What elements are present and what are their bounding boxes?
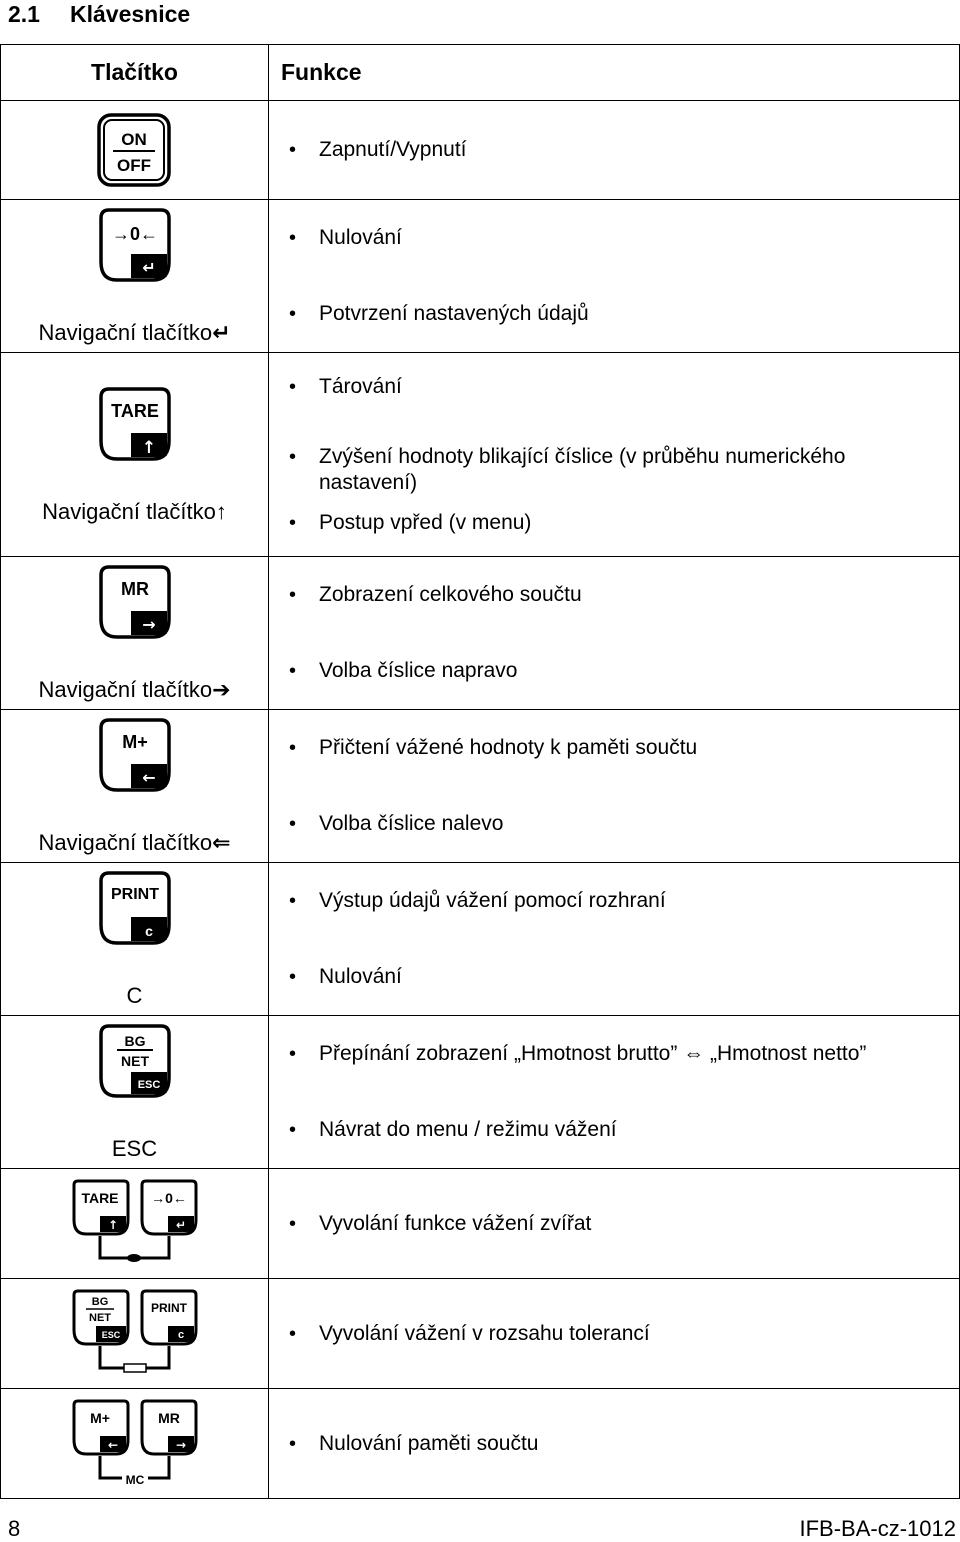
table-row (1, 353, 960, 557)
table-row (1, 200, 960, 353)
table-header-row (1, 45, 960, 101)
svg-text:NET: NET (120, 1053, 149, 1069)
svg-text:ON: ON (120, 130, 147, 149)
svg-text:BG: BG (124, 1033, 145, 1049)
function-item: • Přičtení vážené hodnoty k paměti součtu (281, 735, 959, 761)
svg-text:M+: M+ (121, 732, 148, 752)
function-cell (269, 200, 960, 353)
right-arrow-icon: ➔ (212, 677, 231, 702)
key-cell (1, 101, 269, 200)
m-plus-key-icon (95, 716, 175, 794)
svg-text:ESC: ESC (137, 1079, 160, 1091)
key-cell (1, 710, 269, 863)
svg-text:→0←: →0← (111, 224, 158, 244)
function-cell (269, 1169, 960, 1279)
function-item: • Návrat do menu / režimu vážení (281, 1117, 959, 1143)
key-label: Navigační tlačítko➔ (38, 677, 231, 702)
svg-text:↵: ↵ (141, 258, 156, 277)
section-heading (8, 0, 190, 28)
svg-text:BG: BG (91, 1295, 108, 1308)
table-row (1, 710, 960, 863)
key-cell (1, 1169, 269, 1279)
svg-text:→0←: →0← (150, 1189, 187, 1206)
svg-text:←: ← (141, 768, 156, 787)
table-row (1, 101, 960, 200)
mplus-mr-combo-icon (70, 1398, 200, 1490)
bg-net-key-icon (95, 1022, 175, 1100)
print-key-icon (95, 869, 175, 947)
function-item: • Přepínání zobrazení „Hmotnost brutto” ⇔ „Hmotnost netto” (281, 1041, 959, 1067)
key-label: Navigační tlačítko↵ (38, 320, 231, 345)
function-item: • Vyvolání funkce vážení zvířat (281, 1211, 959, 1237)
tolerance-icon (124, 1364, 146, 1372)
svg-text:PRINT: PRINT (150, 1300, 187, 1315)
tare-key-icon (95, 385, 175, 463)
function-item: • Výstup údajů vážení pomocí rozhraní (281, 888, 959, 914)
function-item: • Nulování (281, 225, 959, 251)
key-cell (1, 557, 269, 710)
table-row (1, 1389, 960, 1499)
function-item: • Potvrzení nastavených údajů (281, 301, 959, 327)
header-button: Tlačítko (1, 45, 269, 101)
key-label: Navigační tlačítko⇐ (38, 830, 231, 855)
key-cell (1, 1016, 269, 1169)
key-label: C (126, 983, 143, 1008)
svg-text:←: ← (107, 1437, 118, 1452)
enter-arrow-icon: ↵ (212, 320, 231, 345)
key-cell (1, 1389, 269, 1499)
document-id: IFB-BA-cz-1012 (799, 1516, 956, 1541)
function-item: • Nulování paměti součtu (281, 1431, 959, 1457)
svg-text:ESC: ESC (101, 1329, 120, 1340)
header-function: Funkce (269, 45, 960, 101)
function-item: • Zobrazení celkového součtu (281, 582, 959, 608)
function-cell (269, 1389, 960, 1499)
mc-label: MC (125, 1472, 144, 1487)
function-item: • Zvýšení hodnoty blikající číslice (v průběhu numerického nastavení) (281, 444, 959, 496)
tare-zero-combo-icon (70, 1178, 200, 1270)
key-cell (1, 353, 269, 557)
key-cell (1, 863, 269, 1016)
key-cell (1, 1279, 269, 1389)
function-item: • Postup vpřed (v menu) (281, 510, 959, 536)
function-cell (269, 353, 960, 557)
svg-text:↵: ↵ (175, 1217, 186, 1232)
section-number: 2.1 (8, 1, 40, 27)
function-item: • Vyvolání vážení v rozsahu tolerancí (281, 1321, 959, 1347)
table-row (1, 1279, 960, 1389)
function-item: • Volba číslice napravo (281, 658, 959, 684)
svg-text:NET: NET (88, 1311, 111, 1324)
bgnet-print-combo-icon (70, 1288, 200, 1380)
function-item: • Zapnutí/Vypnutí (281, 137, 959, 163)
animal-icon (127, 1254, 141, 1262)
function-cell (269, 557, 960, 710)
on-off-key-icon (95, 111, 175, 189)
svg-text:↑: ↑ (107, 1217, 118, 1232)
table-row (1, 1016, 960, 1169)
table-row (1, 557, 960, 710)
svg-text:→: → (175, 1437, 186, 1452)
function-cell (269, 101, 960, 200)
function-item: • Nulování (281, 964, 959, 990)
svg-text:TARE: TARE (110, 400, 159, 421)
table-row (1, 1169, 960, 1279)
page-number: 8 (8, 1516, 21, 1541)
svg-text:OFF: OFF (116, 156, 151, 175)
svg-text:→: → (141, 615, 156, 634)
function-cell (269, 1279, 960, 1389)
svg-text:M+: M+ (89, 1409, 110, 1426)
key-cell (1, 200, 269, 353)
function-item: • Tárování (281, 374, 959, 400)
svg-text:c: c (177, 1328, 184, 1341)
left-arrow-icon: ⇐ (212, 830, 231, 855)
up-arrow-icon: ↑ (215, 498, 227, 524)
zero-key-icon (95, 206, 175, 284)
svg-text:MR: MR (157, 1409, 180, 1426)
section-title: Klávesnice (70, 1, 191, 27)
svg-text:c: c (144, 923, 153, 939)
svg-text:↑: ↑ (141, 437, 156, 458)
svg-text:TARE: TARE (80, 1189, 119, 1206)
function-cell (269, 1016, 960, 1169)
svg-text:MR: MR (120, 579, 149, 599)
keys-table (0, 44, 960, 1499)
key-label: ESC (111, 1136, 158, 1161)
function-cell (269, 863, 960, 1016)
key-label: Navigační tlačítko↑ (42, 498, 227, 524)
mr-key-icon (95, 563, 175, 641)
svg-text:PRINT: PRINT (110, 886, 159, 903)
function-item: • Volba číslice nalevo (281, 811, 959, 837)
function-cell (269, 710, 960, 863)
table-row (1, 863, 960, 1016)
